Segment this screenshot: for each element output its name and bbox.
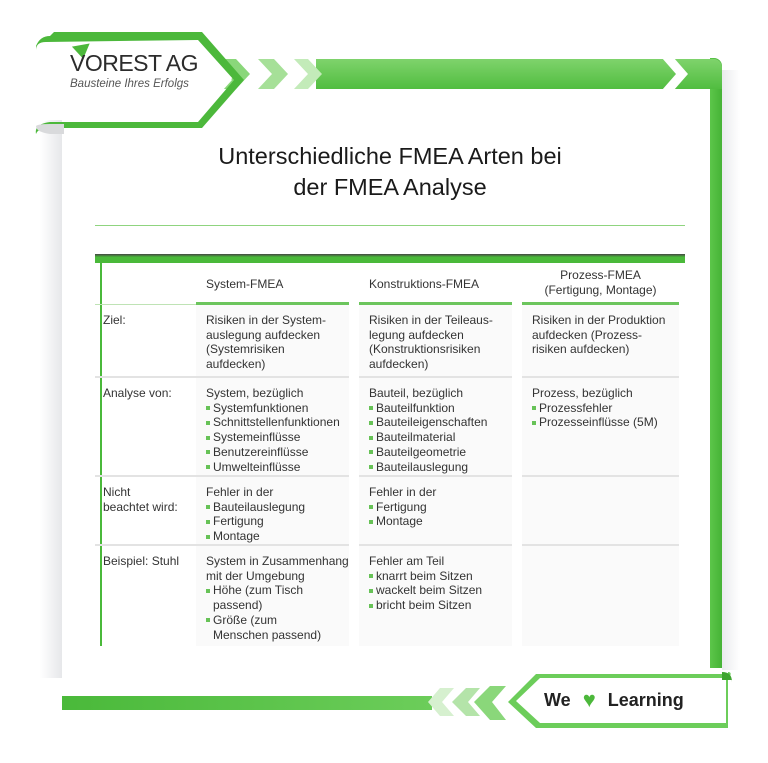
bullet-item: Fertigung xyxy=(206,514,349,529)
bullet-list xyxy=(206,583,326,642)
table-header-row xyxy=(95,263,685,305)
learning-text: Learning xyxy=(607,689,684,710)
text-line: Fehler in der xyxy=(369,485,437,499)
cell-prozess xyxy=(522,378,679,475)
label-line: beachtet wird: xyxy=(103,500,178,514)
table-row-nicht-beachtet xyxy=(95,477,685,544)
bullet-item: Bauteilfunktion xyxy=(369,401,512,416)
text-line: aufdecken) xyxy=(369,357,429,372)
panel-right-shadow xyxy=(722,70,740,670)
panel-left-shadow xyxy=(40,118,62,678)
text-line: Prozess, bezüglich xyxy=(532,386,633,400)
text-line: Risiken in der Produktion xyxy=(532,313,666,327)
header-prozess-line2: (Fertigung, Montage) xyxy=(544,282,657,297)
cell-konstruktion xyxy=(359,305,512,376)
we-text: We xyxy=(544,689,571,710)
text-line: Bauteil, bezüglich xyxy=(369,386,464,400)
text-line: risiken aufdecken) xyxy=(532,342,630,357)
text-line: Fehler in der xyxy=(206,485,274,499)
bullet-item: Bauteilauslegung xyxy=(206,500,349,515)
bullet-item: wackelt beim Sitzen xyxy=(369,583,512,598)
text-line: aufdecken (Prozess- xyxy=(532,327,643,342)
bullet-list xyxy=(369,500,512,529)
bullet-list xyxy=(369,569,512,613)
text-line: auslegung aufdecken xyxy=(206,327,321,342)
text-line: Fehler am Teil xyxy=(369,554,445,568)
bullet-item: Prozessfehler xyxy=(532,401,679,416)
text-line: System, bezüglich xyxy=(206,386,304,400)
bullet-item: knarrt beim Sitzen xyxy=(369,569,512,584)
bottom-green-ribbon xyxy=(62,696,432,710)
company-tagline: Bausteine Ihres Erfolgs xyxy=(70,78,189,90)
header-konstruktions-fmea: Konstruktions-FMEA xyxy=(359,263,512,305)
cell-system xyxy=(196,378,349,475)
heart-icon: ♥ xyxy=(582,687,596,712)
row-label: Analyse von: xyxy=(103,386,172,400)
bullet-item: Bauteilgeometrie xyxy=(369,445,512,460)
cell-prozess-empty xyxy=(522,546,679,646)
text-line: aufdecken) xyxy=(206,357,266,372)
fmea-comparison-table xyxy=(95,263,685,646)
text-line: legung aufdecken xyxy=(369,327,464,342)
text-line: (Konstruktionsrisiken xyxy=(369,342,481,357)
cell-konstruktion xyxy=(359,477,512,544)
header-empty xyxy=(95,263,196,305)
label-line: Nicht xyxy=(103,485,131,499)
row-label: Beispiel: Stuhl xyxy=(103,554,180,568)
bullet-list xyxy=(532,401,679,430)
header-prozess-line1: Prozess-FMEA xyxy=(560,268,641,282)
panel-right-green-strip xyxy=(710,58,722,668)
bullet-item: Bauteileigenschaften xyxy=(369,415,512,430)
table-row-analyse xyxy=(95,378,685,475)
bullet-item: Größe (zum Menschen passend) xyxy=(206,613,326,642)
cell-konstruktion xyxy=(359,378,512,475)
bullet-item: Systemfunktionen xyxy=(206,401,349,416)
header-system-fmea: System-FMEA xyxy=(196,263,349,305)
bullet-item: bricht beim Sitzen xyxy=(369,598,512,613)
bullet-item: Montage xyxy=(369,514,512,529)
bullet-item: Bauteilauslegung xyxy=(369,460,512,475)
bullet-item: Fertigung xyxy=(369,500,512,515)
text-line: (Systemrisiken xyxy=(206,342,285,357)
cell-system xyxy=(196,546,349,646)
text-line: System in Zusammenhang xyxy=(206,554,349,568)
company-logo xyxy=(70,52,198,90)
cell-konstruktion xyxy=(359,546,512,646)
top-chevrons-icon xyxy=(222,55,702,93)
title-line-2: der FMEA Analyse xyxy=(293,174,487,200)
text-line: Risiken in der System- xyxy=(206,313,327,327)
text-line: Risiken in der Teileaus- xyxy=(369,313,493,327)
bullet-item: Schnittstellenfunktionen xyxy=(206,415,349,430)
bullet-list xyxy=(369,401,512,475)
table-top-bar xyxy=(95,254,685,263)
bullet-item: Systemeinflüsse xyxy=(206,430,349,445)
text-line: mit der Umgebung xyxy=(206,568,305,583)
row-label: Ziel: xyxy=(103,313,126,327)
title-divider xyxy=(95,225,685,226)
bullet-item: Prozesseinflüsse (5M) xyxy=(532,415,679,430)
header-prozess-fmea xyxy=(522,263,679,305)
bullet-list xyxy=(206,401,349,475)
bullet-item: Bauteilmaterial xyxy=(369,430,512,445)
title-line-1: Unterschiedliche FMEA Arten bei xyxy=(218,143,562,169)
cell-system xyxy=(196,477,349,544)
bullet-item: Höhe (zum Tisch passend) xyxy=(206,583,326,612)
row-label xyxy=(95,477,196,544)
cell-prozess xyxy=(522,305,679,376)
table-row-ziel xyxy=(95,305,685,376)
bullet-item: Montage xyxy=(206,529,349,544)
bullet-item: Umwelteinflüsse xyxy=(206,460,349,475)
table-row-beispiel xyxy=(95,546,685,646)
cell-prozess-empty xyxy=(522,477,679,544)
page-title xyxy=(95,141,685,203)
we-love-learning xyxy=(544,689,684,711)
cell-system xyxy=(196,305,349,376)
bullet-list xyxy=(206,500,349,544)
company-name: VOREST AG xyxy=(70,50,199,76)
bullet-item: Benutzereinflüsse xyxy=(206,445,349,460)
